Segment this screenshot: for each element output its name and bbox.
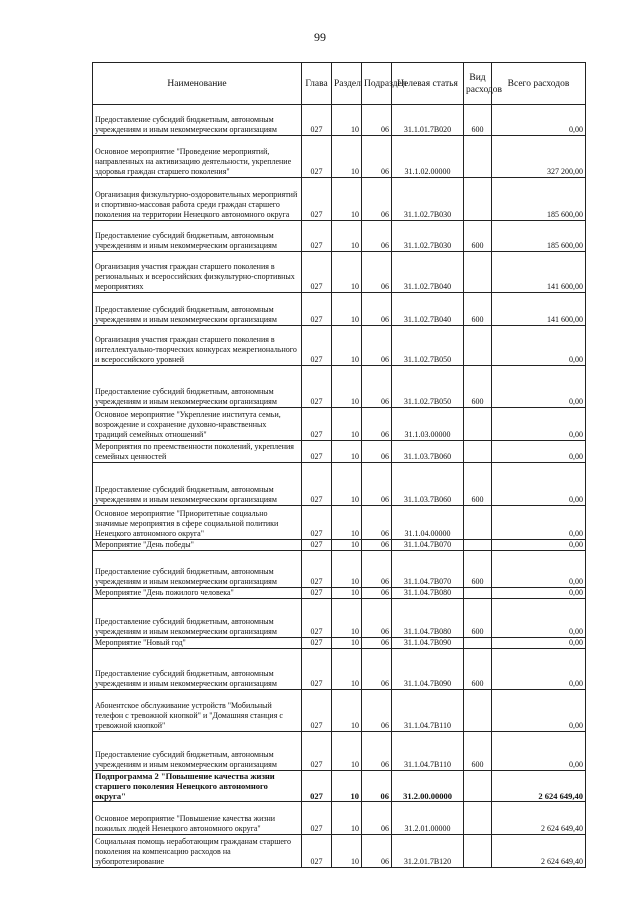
cell-razdel: 10 [332, 802, 362, 835]
cell-glava: 027 [302, 638, 332, 649]
table-row [93, 588, 586, 599]
cell-glava: 027 [302, 649, 332, 690]
cell-statya: 31.1.01.7В020 [392, 105, 464, 136]
cell-vid [464, 252, 492, 293]
cell-razdel: 10 [332, 588, 362, 599]
cell-statya: 31.1.04.7В110 [392, 732, 464, 771]
cell-statya: 31.1.04.00000 [392, 506, 464, 540]
cell-razdel: 10 [332, 835, 362, 868]
header-name: Наименование [93, 63, 302, 105]
cell-total: 0,00 [492, 366, 586, 408]
cell-total: 2 624 649,40 [492, 771, 586, 802]
cell-name: Предоставление субсидий бюджетным, автономным учреждениям и иным некоммерческим организациям [93, 221, 302, 252]
table-row [93, 835, 586, 868]
cell-glava: 027 [302, 802, 332, 835]
cell-glava: 027 [302, 178, 332, 221]
cell-total: 0,00 [492, 588, 586, 599]
cell-vid [464, 771, 492, 802]
cell-razdel: 10 [332, 252, 362, 293]
cell-glava: 027 [302, 293, 332, 326]
cell-total: 141 600,00 [492, 252, 586, 293]
cell-vid: 600 [464, 105, 492, 136]
cell-vid [464, 638, 492, 649]
cell-total: 0,00 [492, 551, 586, 588]
table-row [93, 326, 586, 366]
table-row [93, 408, 586, 441]
table-row [93, 649, 586, 690]
cell-total: 0,00 [492, 326, 586, 366]
cell-name: Предоставление субсидий бюджетным, автономным учреждениям и иным некоммерческим организациям [93, 649, 302, 690]
cell-glava: 027 [302, 506, 332, 540]
cell-podrazdel: 06 [362, 599, 392, 638]
cell-vid [464, 408, 492, 441]
cell-total: 327 200,00 [492, 136, 586, 178]
cell-vid [464, 588, 492, 599]
cell-name: Основное мероприятие "Проведение мероприятий, направленных на активизацию деятельности, укрепление здоровья граждан старшего поколения" [93, 136, 302, 178]
cell-razdel: 10 [332, 136, 362, 178]
cell-statya: 31.1.04.7В090 [392, 638, 464, 649]
table-row [93, 551, 586, 588]
cell-statya: 31.1.04.7В070 [392, 540, 464, 551]
cell-podrazdel: 06 [362, 506, 392, 540]
cell-total: 0,00 [492, 105, 586, 136]
cell-glava: 027 [302, 463, 332, 506]
cell-statya: 31.1.02.7В040 [392, 252, 464, 293]
cell-podrazdel: 06 [362, 802, 392, 835]
cell-total: 0,00 [492, 649, 586, 690]
cell-name: Организация участия граждан старшего поколения в интеллектуально-творческих конкурсах межрегионального и всероссийского уровней [93, 326, 302, 366]
header-razdel: Раздел [332, 63, 362, 105]
cell-vid: 600 [464, 649, 492, 690]
cell-statya: 31.2.00.00000 [392, 771, 464, 802]
cell-total: 0,00 [492, 540, 586, 551]
cell-total: 141 600,00 [492, 293, 586, 326]
cell-vid: 600 [464, 599, 492, 638]
cell-glava: 027 [302, 599, 332, 638]
table-row [93, 802, 586, 835]
cell-total: 2 624 649,40 [492, 802, 586, 835]
cell-name: Предоставление субсидий бюджетным, автономным учреждениям и иным некоммерческим организациям [93, 293, 302, 326]
table-row [93, 221, 586, 252]
cell-razdel: 10 [332, 506, 362, 540]
cell-statya: 31.2.01.00000 [392, 802, 464, 835]
budget-table [92, 62, 586, 868]
cell-vid: 600 [464, 732, 492, 771]
cell-name: Предоставление субсидий бюджетным, автономным учреждениям и иным некоммерческим организациям [93, 463, 302, 506]
cell-vid [464, 178, 492, 221]
cell-razdel: 10 [332, 771, 362, 802]
cell-podrazdel: 06 [362, 408, 392, 441]
table-row [93, 463, 586, 506]
cell-total: 2 624 649,40 [492, 835, 586, 868]
cell-total: 0,00 [492, 441, 586, 463]
cell-name: Предоставление субсидий бюджетным, автономным учреждениям и иным некоммерческим организациям [93, 366, 302, 408]
cell-podrazdel: 06 [362, 771, 392, 802]
cell-razdel: 10 [332, 366, 362, 408]
cell-statya: 31.1.02.7В030 [392, 221, 464, 252]
page-number: 99 [314, 30, 326, 44]
cell-glava: 027 [302, 732, 332, 771]
cell-podrazdel: 06 [362, 540, 392, 551]
cell-podrazdel: 06 [362, 835, 392, 868]
cell-statya: 31.1.04.7В090 [392, 649, 464, 690]
cell-total: 185 600,00 [492, 178, 586, 221]
cell-glava: 027 [302, 551, 332, 588]
cell-name: Предоставление субсидий бюджетным, автономным учреждениям и иным некоммерческим организациям [93, 105, 302, 136]
cell-podrazdel: 06 [362, 732, 392, 771]
cell-name: Предоставление субсидий бюджетным, автономным учреждениям и иным некоммерческим организациям [93, 551, 302, 588]
cell-total: 0,00 [492, 732, 586, 771]
cell-glava: 027 [302, 441, 332, 463]
cell-podrazdel: 06 [362, 690, 392, 732]
cell-total: 0,00 [492, 690, 586, 732]
cell-podrazdel: 06 [362, 178, 392, 221]
cell-glava: 027 [302, 366, 332, 408]
header-glava: Глава [302, 63, 332, 105]
table-header-row [93, 63, 586, 105]
cell-name: Социальная помощь неработающим гражданам старшего поколения на компенсацию расходов на зубопротезирование [93, 835, 302, 868]
cell-podrazdel: 06 [362, 649, 392, 690]
cell-razdel: 10 [332, 540, 362, 551]
cell-statya: 31.1.04.7В080 [392, 599, 464, 638]
cell-razdel: 10 [332, 638, 362, 649]
cell-glava: 027 [302, 771, 332, 802]
cell-podrazdel: 06 [362, 293, 392, 326]
cell-statya: 31.1.02.7В040 [392, 293, 464, 326]
cell-razdel: 10 [332, 732, 362, 771]
header-podrazdel: Подраздел [362, 63, 392, 105]
cell-name: Предоставление субсидий бюджетным, автономным учреждениям и иным некоммерческим организациям [93, 599, 302, 638]
cell-razdel: 10 [332, 408, 362, 441]
cell-vid [464, 690, 492, 732]
cell-razdel: 10 [332, 551, 362, 588]
cell-vid: 600 [464, 463, 492, 506]
cell-razdel: 10 [332, 178, 362, 221]
cell-razdel: 10 [332, 293, 362, 326]
cell-statya: 31.1.04.7В080 [392, 588, 464, 599]
cell-razdel: 10 [332, 599, 362, 638]
cell-glava: 027 [302, 326, 332, 366]
cell-statya: 31.1.03.7В060 [392, 441, 464, 463]
table-row [93, 252, 586, 293]
cell-name: Предоставление субсидий бюджетным, автономным учреждениям и иным некоммерческим организациям [93, 732, 302, 771]
cell-total: 0,00 [492, 599, 586, 638]
table-row [93, 441, 586, 463]
cell-vid [464, 441, 492, 463]
cell-podrazdel: 06 [362, 136, 392, 178]
cell-glava: 027 [302, 221, 332, 252]
cell-glava: 027 [302, 690, 332, 732]
cell-name: Подпрограмма 2 "Повышение качества жизни старшего поколения Ненецкого автономного округа" [93, 771, 302, 802]
cell-name: Мероприятие "День пожилого человека" [93, 588, 302, 599]
cell-glava: 027 [302, 252, 332, 293]
cell-name: Основное мероприятие "Приоритетные социально значимые мероприятия в сфере социальной политики Ненецкого автономного округа" [93, 506, 302, 540]
table-row [93, 771, 586, 802]
cell-vid [464, 835, 492, 868]
cell-name: Мероприятие "День победы" [93, 540, 302, 551]
table-row [93, 732, 586, 771]
cell-statya: 31.1.03.00000 [392, 408, 464, 441]
cell-glava: 027 [302, 136, 332, 178]
cell-vid [464, 136, 492, 178]
cell-razdel: 10 [332, 105, 362, 136]
cell-razdel: 10 [332, 649, 362, 690]
header-vid: Вид расходов [464, 63, 492, 105]
cell-podrazdel: 06 [362, 252, 392, 293]
cell-statya: 31.1.02.7В030 [392, 178, 464, 221]
cell-name: Абонентское обслуживание устройств "Мобильный телефон с тревожной кнопкой" и "Домашняя станция с тревожной кнопкой" [93, 690, 302, 732]
header-statya: Целевая статья [392, 63, 464, 105]
cell-podrazdel: 06 [362, 463, 392, 506]
cell-vid [464, 506, 492, 540]
cell-statya: 31.1.02.00000 [392, 136, 464, 178]
cell-total: 0,00 [492, 638, 586, 649]
cell-total: 0,00 [492, 463, 586, 506]
cell-total: 0,00 [492, 408, 586, 441]
cell-total: 185 600,00 [492, 221, 586, 252]
cell-vid [464, 802, 492, 835]
table-row [93, 506, 586, 540]
cell-razdel: 10 [332, 441, 362, 463]
cell-glava: 027 [302, 105, 332, 136]
cell-vid: 600 [464, 293, 492, 326]
table-row [93, 540, 586, 551]
cell-name: Основное мероприятие "Повышение качества жизни пожилых людей Ненецкого автономного округа" [93, 802, 302, 835]
table-row [93, 638, 586, 649]
cell-glava: 027 [302, 540, 332, 551]
cell-name: Мероприятие "Новый год" [93, 638, 302, 649]
table-row [93, 105, 586, 136]
cell-vid [464, 540, 492, 551]
cell-name: Организация физкультурно-оздоровительных мероприятий и спортивно-массовая работа среди граждан старшего поколения на территории Ненецкого автономного округа [93, 178, 302, 221]
cell-podrazdel: 06 [362, 638, 392, 649]
cell-statya: 31.1.03.7В060 [392, 463, 464, 506]
cell-name: Мероприятия по преемственности поколений, укрепления семейных ценностей [93, 441, 302, 463]
cell-vid [464, 326, 492, 366]
cell-statya: 31.2.01.7В120 [392, 835, 464, 868]
cell-glava: 027 [302, 588, 332, 599]
cell-glava: 027 [302, 835, 332, 868]
table-row [93, 293, 586, 326]
cell-total: 0,00 [492, 506, 586, 540]
cell-name: Организация участия граждан старшего поколения в региональных и всероссийских физкультурно-спортивных мероприятиях [93, 252, 302, 293]
cell-podrazdel: 06 [362, 551, 392, 588]
cell-statya: 31.1.02.7В050 [392, 326, 464, 366]
table-row [93, 366, 586, 408]
cell-vid: 600 [464, 551, 492, 588]
cell-statya: 31.1.04.7В070 [392, 551, 464, 588]
cell-name: Основное мероприятие "Укрепление института семьи, возрождение и сохранение духовно-нравственных традиций семейных отношений" [93, 408, 302, 441]
cell-statya: 31.1.04.7В110 [392, 690, 464, 732]
cell-vid: 600 [464, 366, 492, 408]
cell-razdel: 10 [332, 463, 362, 506]
header-total: Всего расходов [492, 63, 586, 105]
cell-podrazdel: 06 [362, 588, 392, 599]
table-row [93, 136, 586, 178]
table-row [93, 690, 586, 732]
table-row [93, 599, 586, 638]
cell-podrazdel: 06 [362, 366, 392, 408]
table-row [93, 178, 586, 221]
cell-razdel: 10 [332, 690, 362, 732]
cell-vid: 600 [464, 221, 492, 252]
cell-podrazdel: 06 [362, 441, 392, 463]
cell-glava: 027 [302, 408, 332, 441]
cell-razdel: 10 [332, 221, 362, 252]
cell-statya: 31.1.02.7В050 [392, 366, 464, 408]
cell-podrazdel: 06 [362, 221, 392, 252]
cell-podrazdel: 06 [362, 326, 392, 366]
cell-podrazdel: 06 [362, 105, 392, 136]
cell-razdel: 10 [332, 326, 362, 366]
